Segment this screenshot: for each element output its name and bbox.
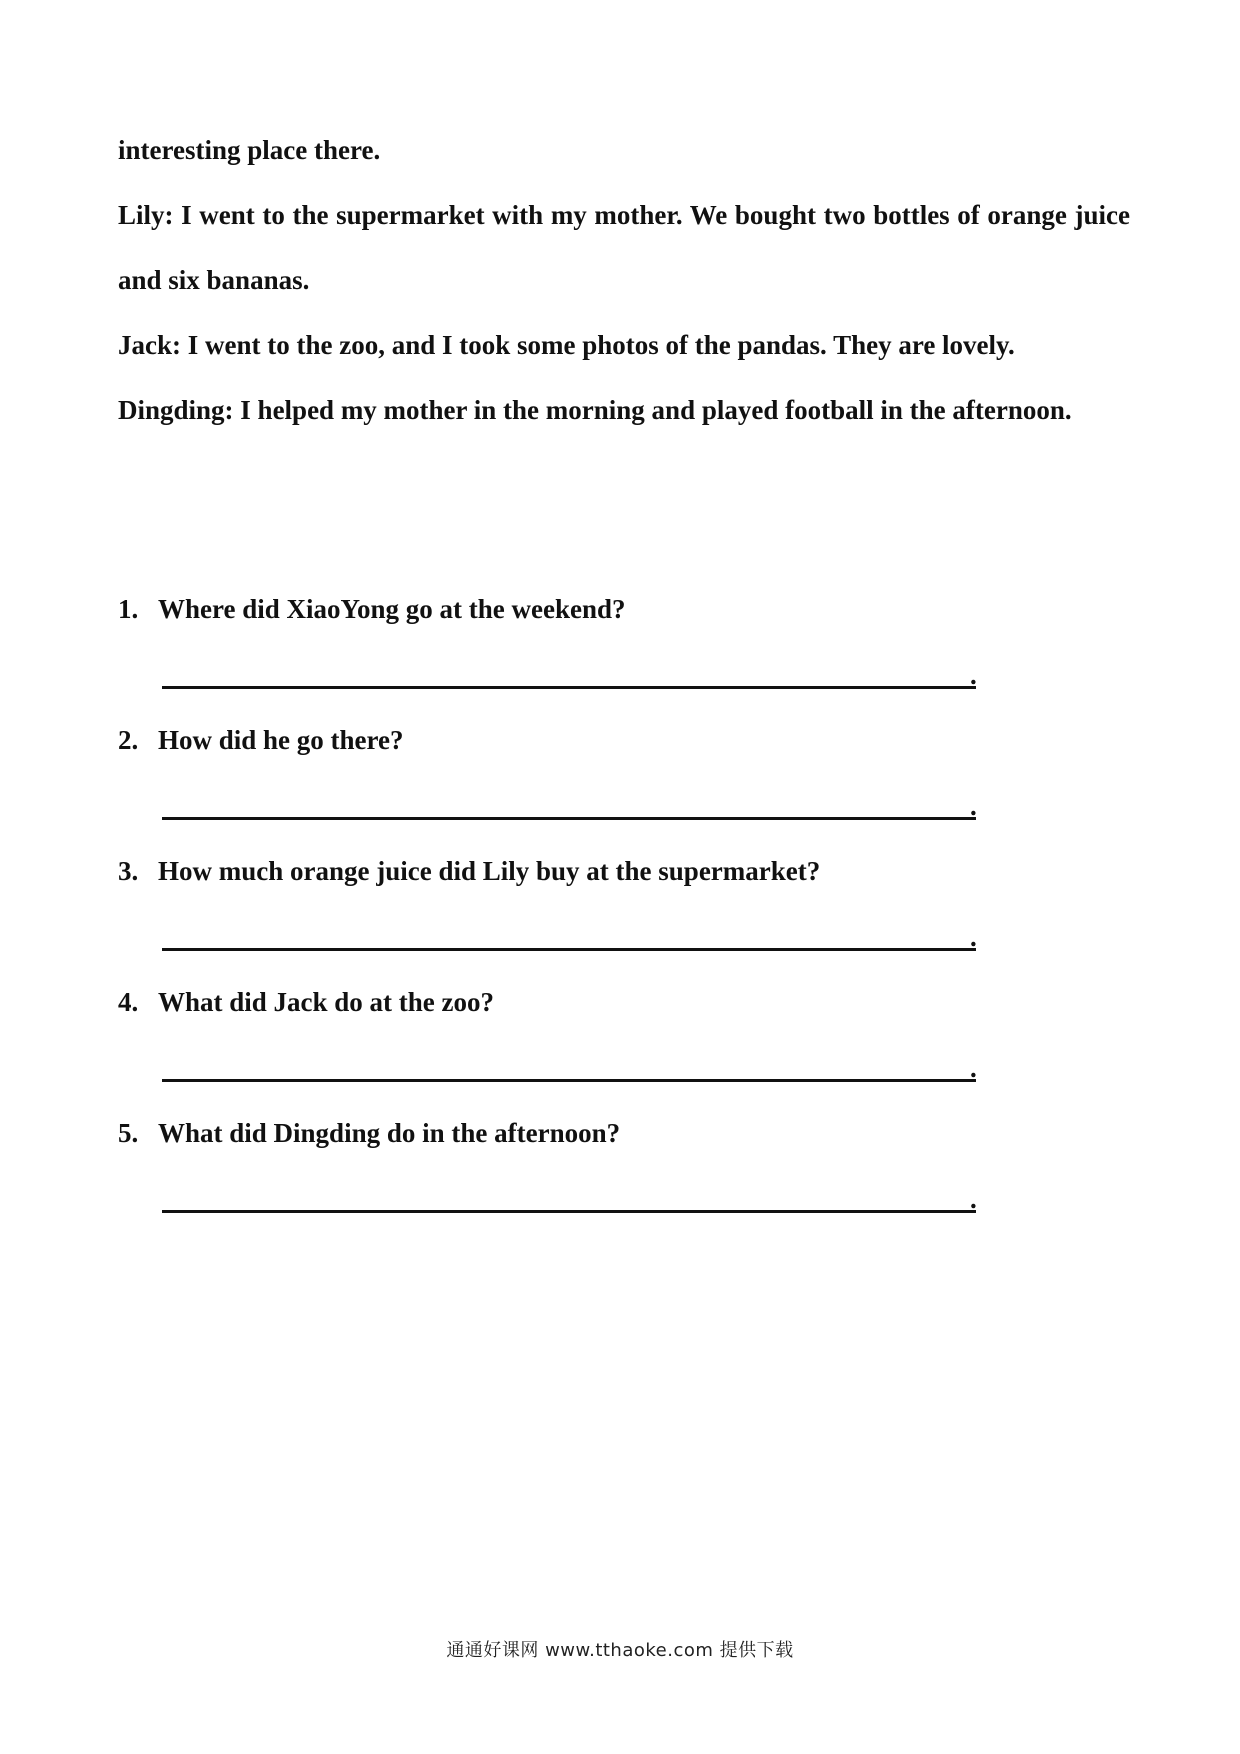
- reading-passage: [118, 118, 1130, 443]
- question-number: 4.: [118, 987, 139, 1017]
- question-number: 3.: [118, 856, 139, 886]
- page-footer: 通通好课网 www.tthaoke.com 提供下载: [446, 1640, 794, 1661]
- question-item: [118, 836, 1130, 967]
- question-text: How much orange juice did Lily buy at the supermarket?: [158, 856, 821, 886]
- question-number: 1.: [118, 594, 139, 624]
- answer-period: .: [970, 660, 977, 690]
- question-text: What did Dingding do in the afternoon?: [158, 1118, 621, 1148]
- answer-blank[interactable]: [162, 817, 976, 820]
- question-text: What did Jack do at the zoo?: [158, 987, 495, 1017]
- passage-line-dingding: Dingding: I helped my mother in the morning and played football in the afternoon.: [118, 395, 1072, 425]
- answer-period: .: [970, 922, 977, 952]
- answer-blank[interactable]: [162, 948, 976, 951]
- answer-blank[interactable]: [162, 686, 976, 689]
- question-item: [118, 967, 1130, 1098]
- passage-line-lily: Lily: I went to the supermarket with my mother. We bought two bottles of orange juice and six bananas.: [118, 200, 1130, 295]
- question-item: [118, 705, 1130, 836]
- question-item: [118, 574, 1130, 705]
- answer-period: .: [970, 1053, 977, 1083]
- question-text: How did he go there?: [158, 725, 404, 755]
- question-number: 5.: [118, 1118, 139, 1148]
- question-text: Where did XiaoYong go at the weekend?: [158, 594, 626, 624]
- question-item: [118, 1098, 1130, 1229]
- answer-period: .: [970, 1184, 977, 1214]
- question-number: 2.: [118, 725, 139, 755]
- answer-blank[interactable]: [162, 1210, 976, 1213]
- answer-period: .: [970, 791, 977, 821]
- passage-line: interesting place there.: [118, 135, 381, 165]
- question-list: [118, 574, 1130, 1229]
- answer-blank[interactable]: [162, 1079, 976, 1082]
- passage-line-jack: Jack: I went to the zoo, and I took some photos of the pandas. They are lovely.: [118, 330, 1015, 360]
